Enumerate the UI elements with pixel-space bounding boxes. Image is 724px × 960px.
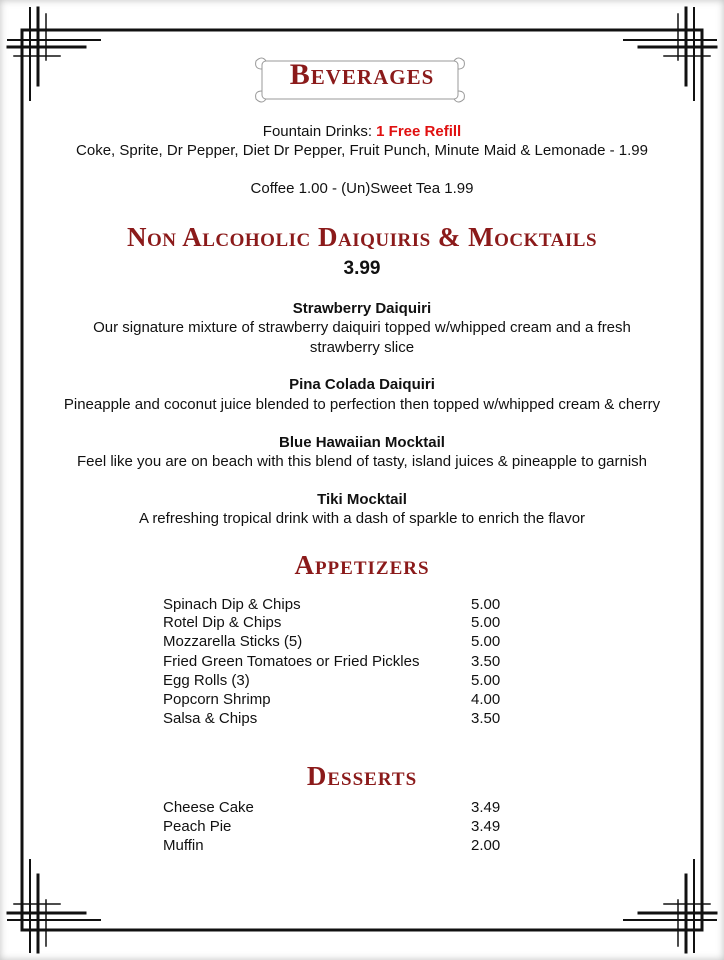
mocktails-price: 3.99 [343,258,381,279]
mocktail-name: Strawberry Daiquiri [292,300,432,317]
free-refill-highlight: 1 Free Refill [376,123,462,140]
coffee-tea-line: Coffee 1.00 - (Un)Sweet Tea 1.99 [250,180,474,197]
item-price: 3.50 [471,710,501,727]
fountain-drinks-line [0,122,724,141]
item-name: Egg Rolls (3) [163,672,250,689]
mocktail-desc: Pineapple and coconut juice blended to perfection then topped w/whipped cream & cherry [63,396,661,413]
item-price: 5.00 [471,672,501,689]
fountain-label: Fountain Drinks: [262,123,377,140]
item-name: Rotel Dip & Chips [163,614,282,631]
item-price: 5.00 [471,633,501,650]
mocktails-heading: Non Alcoholic Daiquiris & Mocktails [126,222,598,252]
item-price: 4.00 [471,691,501,708]
mocktail-name: Blue Hawaiian Mocktail [279,434,445,451]
item-name: Peach Pie [163,818,232,835]
item-name: Mozzarella Sticks (5) [163,633,303,650]
fountain-drinks-list: Coke, Sprite, Dr Pepper, Diet Dr Pepper, Fruit Punch, Minute Maid & Lemonade - 1.99 [76,142,648,159]
item-name: Muffin [163,837,204,854]
mocktail-desc-cont: strawberry slice [309,339,415,356]
appetizers-heading: Appetizers [294,550,430,580]
item-price: 2.00 [471,837,501,854]
item-price: 3.49 [471,818,501,835]
mocktail-desc: Our signature mixture of strawberry daiquiri topped w/whipped cream and a fresh [93,319,631,336]
item-price: 5.00 [471,614,501,631]
item-name: Spinach Dip & Chips [163,596,301,613]
item-name: Popcorn Shrimp [163,691,271,708]
item-price: 5.00 [471,596,501,613]
mocktail-desc: Feel like you are on beach with this blend of tasty, island juices & pineapple to garnish [76,453,648,470]
item-name: Fried Green Tomatoes or Fried Pickles [163,653,420,670]
item-name: Cheese Cake [163,799,254,816]
desserts-heading: Desserts [306,761,418,791]
item-price: 3.50 [471,653,501,670]
mocktail-desc: A refreshing tropical drink with a dash of sparkle to enrich the flavor [138,510,586,527]
item-price: 3.49 [471,799,501,816]
mocktail-name: Tiki Mocktail [317,491,407,508]
beverages-heading: Beverages [289,58,435,91]
mocktail-name: Pina Colada Daiquiri [289,376,435,393]
item-name: Salsa & Chips [163,710,258,727]
